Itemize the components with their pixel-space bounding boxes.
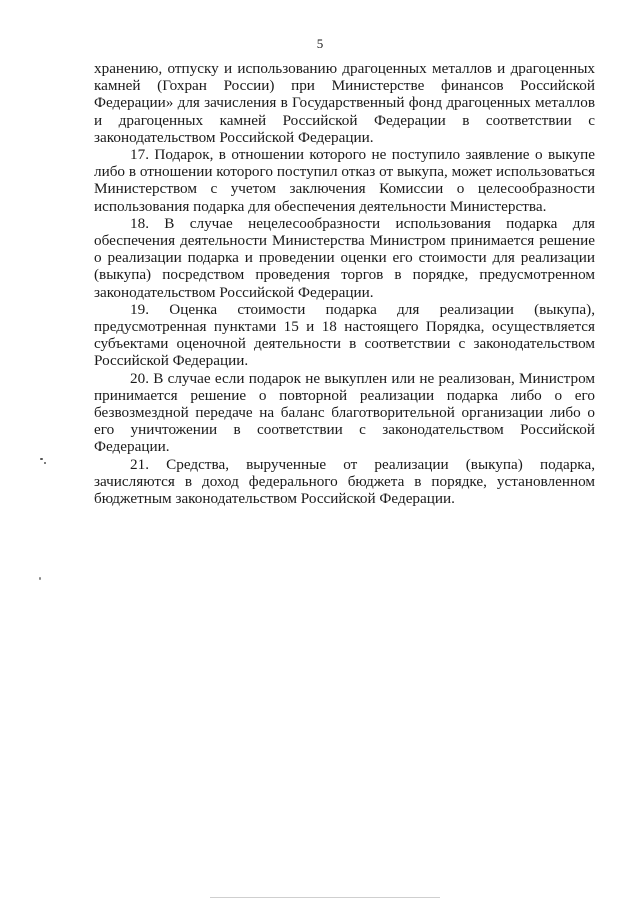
paragraph-21: 21. Средства, вырученные от реализации (выкупа) подарка, зачисляются в доход федерального бюджета в порядке, установленном бюджетным законодательством Российской Федерации. xyxy=(94,455,595,508)
paragraph-19: 19. Оценка стоимости подарка для реализации (выкупа), предусмотренная пунктами 15 и 18 настоящего Порядка, осуществляется субъектами оценочной деятельности в соответствии с законодательством Российской Федерации. xyxy=(94,300,595,370)
scan-speck xyxy=(39,577,41,580)
scan-edge-line xyxy=(210,897,440,898)
paragraph-18: 18. В случае нецелесообразности использования подарка для обеспечения деятельности Министерства Министром принимается решение о реализации подарка и проведении оценки его стоимости для реализации (выкупа) посредством проведения торгов в порядке, предусмотренном законодательством Российской Федерации. xyxy=(94,214,595,301)
page-number: 5 xyxy=(316,36,324,51)
paragraph-continuation: хранению, отпуску и использованию драгоценных металлов и драгоценных камней (Гохран России) при Министерстве финансов Российской Федерации» для зачисления в Государственный фонд драгоценных металлов и драгоценных камней Российской Федерации в соответствии с законодательством Российской Федерации. xyxy=(94,60,595,146)
paragraph-20: 20. В случае если подарок не выкуплен или не реализован, Министром принимается решение о повторной реализации подарка либо о его безвозмездной передаче на баланс благотворительной организации либо о его уничтожении в соответствии с законодательством Российской Федерации. xyxy=(94,369,595,456)
paragraph-17: 17. Подарок, в отношении которого не поступило заявление о выкупе либо в отношении которого поступил отказ от выкупа, может использоваться Министерством с учетом заключения Комиссии о целесообразности использования подарка для обеспечения деятельности Министерства. xyxy=(94,146,595,215)
scan-speck xyxy=(44,462,46,464)
scan-speck xyxy=(40,458,43,460)
document-body xyxy=(94,60,595,507)
